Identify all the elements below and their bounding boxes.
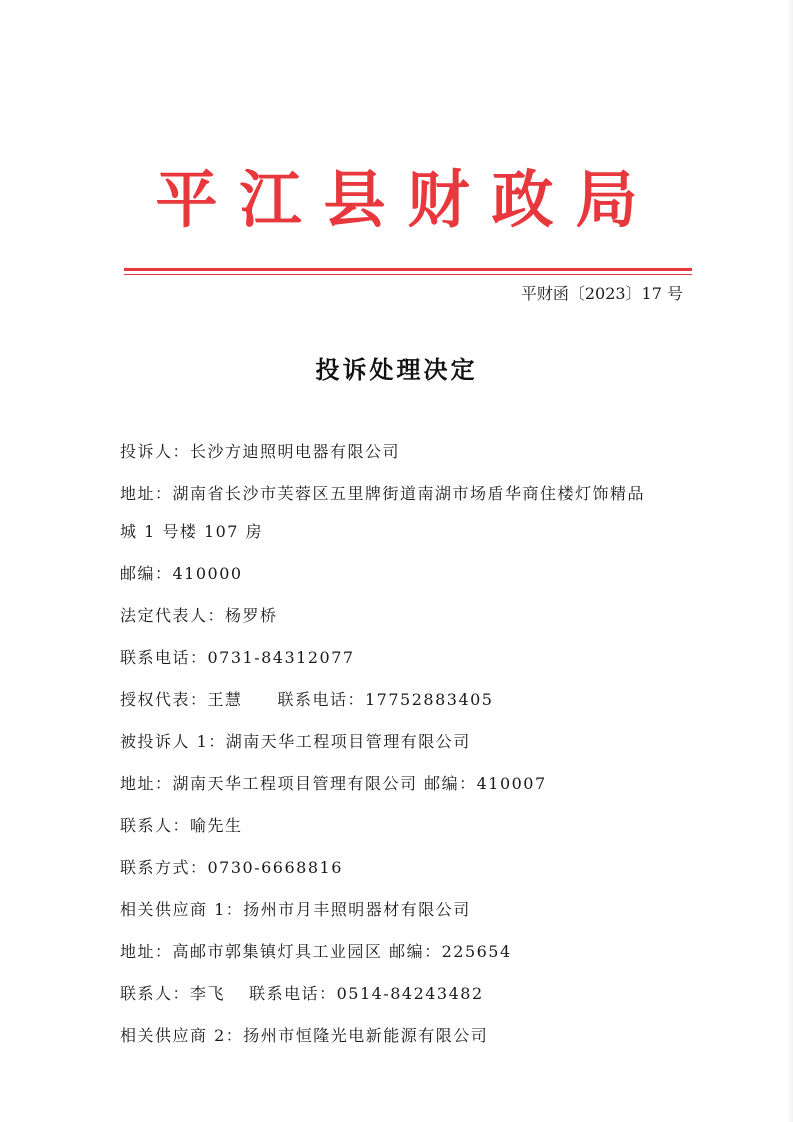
- complainant-postcode-line: 邮编：410000: [120, 564, 243, 583]
- complainant-address-line: 地址：湖南省长沙市芙蓉区五里牌街道南湖市场盾华商住楼灯饰精品: [120, 484, 646, 503]
- document-body: [120, 440, 680, 1066]
- supplier-2-line: 相关供应商 2：扬州市恒隆光电新能源有限公司: [120, 1026, 489, 1045]
- document-title: 投诉处理决定: [315, 356, 478, 384]
- letterhead-agency-name: 平江县财政局: [155, 163, 660, 236]
- complainant-address-continued: 城 1 号楼 107 房: [120, 522, 264, 541]
- supplier-1-line: 相关供应商 1：扬州市月丰照明器材有限公司: [120, 900, 471, 919]
- authorized-representative-line: 授权代表：王慧 联系电话：17752883405: [120, 690, 494, 709]
- supplier-1-address-line: 地址：高邮市郭集镇灯具工业园区 邮编：225654: [120, 942, 512, 961]
- letterhead-red-rule-thin: [124, 274, 692, 275]
- document-number: 平财函〔2023〕17 号: [520, 284, 683, 303]
- supplier-1-contact-line: 联系人：李飞 联系电话：0514-84243482: [120, 984, 484, 1003]
- respondent-contact-line: 联系人：喻先生: [120, 816, 243, 835]
- complainant-line: 投诉人：长沙方迪照明电器有限公司: [120, 442, 401, 461]
- respondent-address-line: 地址：湖南天华工程项目管理有限公司 邮编：410007: [120, 774, 547, 793]
- respondent-phone-line: 联系方式：0730-6668816: [120, 858, 343, 877]
- legal-representative-line: 法定代表人：杨罗桥: [120, 606, 278, 625]
- respondent-line: 被投诉人 1：湖南天华工程项目管理有限公司: [120, 732, 471, 751]
- letterhead-red-rule-thick: [124, 268, 692, 271]
- complainant-phone-line: 联系电话：0731-84312077: [120, 648, 355, 667]
